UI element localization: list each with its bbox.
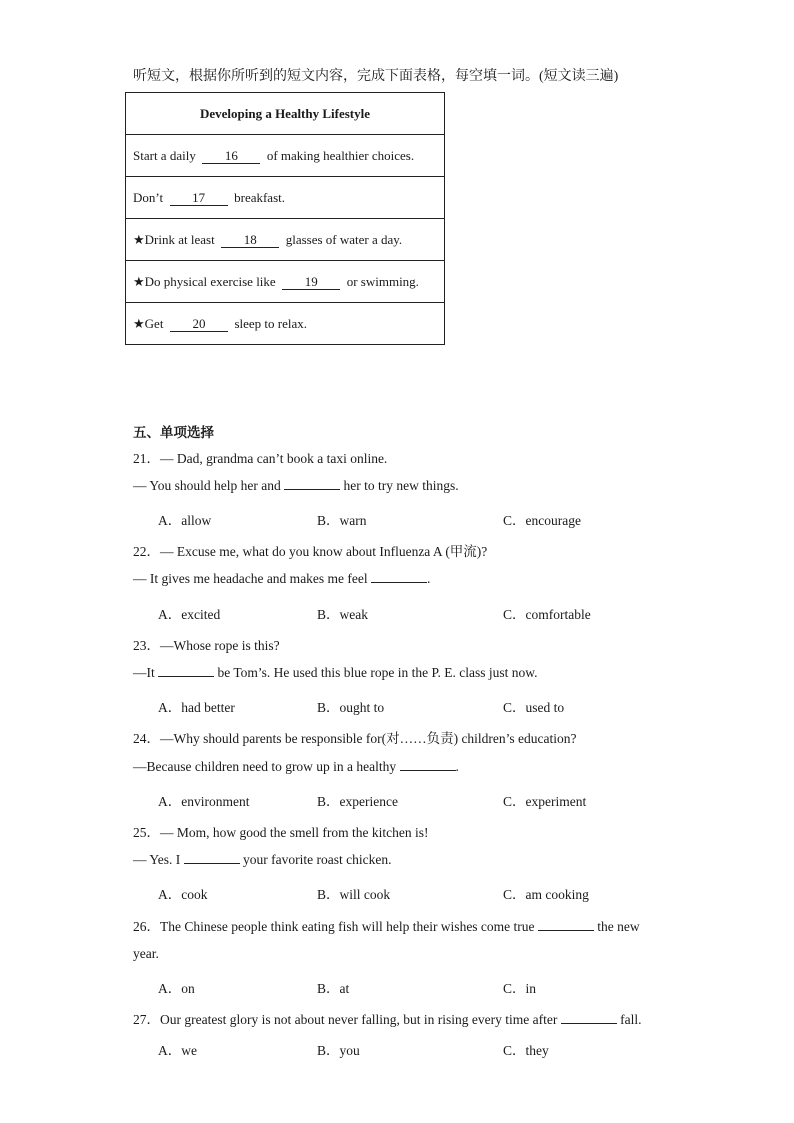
dialogue-text: your favorite roast chicken. (243, 852, 392, 867)
option-c[interactable]: C．in (503, 981, 537, 996)
dialogue-text: — Yes. I (133, 852, 181, 867)
stem-text: 26．The Chinese people think eating fish will help their wishes come true (133, 919, 535, 934)
question-stem: 22．— Excuse me, what do you know about Influenza A (甲流)? (133, 544, 488, 559)
fill-blank[interactable] (538, 920, 594, 931)
fill-blank[interactable] (284, 479, 340, 490)
question-stem (133, 1008, 642, 1028)
question-stem: 25．— Mom, how good the smell from the kitchen is! (133, 825, 429, 840)
question-dialogue (133, 759, 459, 775)
question-stem-continued: year. (133, 946, 159, 961)
table-row (126, 303, 445, 345)
question-stem: 23．—Whose rope is this? (133, 638, 280, 653)
dialogue-text: —It (133, 665, 155, 680)
option-c[interactable]: C．encourage (503, 513, 581, 528)
answer-blank[interactable]: 17 (170, 191, 228, 206)
table-row (126, 135, 445, 177)
table-title: Developing a Healthy Lifestyle (126, 93, 445, 135)
stem-text: fall. (620, 1012, 642, 1027)
stem-text: 27．Our greatest glory is not about never falling, but in rising every time after (133, 1012, 558, 1027)
answer-blank[interactable]: 20 (170, 317, 228, 332)
fill-blank[interactable] (184, 853, 240, 864)
dialogue-text: her to try new things. (343, 478, 459, 493)
dialogue-text: — You should help her and (133, 478, 281, 493)
option-c[interactable]: C．they (503, 1043, 549, 1058)
option-b[interactable]: B．will cook (317, 887, 391, 902)
row-suffix: or swimming. (346, 273, 419, 289)
dialogue-text: . (427, 571, 431, 586)
option-c[interactable]: C．used to (503, 700, 565, 715)
dialogue-text: —Because children need to grow up in a healthy (133, 759, 397, 774)
fill-blank[interactable] (158, 666, 214, 677)
question-stem (133, 915, 640, 935)
option-a[interactable]: A．we (158, 1043, 197, 1058)
section-title: 五、单项选择 (133, 425, 214, 440)
lifestyle-table (125, 92, 445, 345)
dialogue-text: . (455, 759, 459, 774)
question-dialogue (133, 665, 538, 681)
question-stem: 21．— Dad, grandma can’t book a taxi online. (133, 451, 388, 466)
row-prefix: Start a daily (133, 147, 196, 163)
option-a[interactable]: A．excited (158, 607, 221, 622)
option-a[interactable]: A．allow (158, 513, 212, 528)
dialogue-text: — It gives me headache and makes me feel (133, 571, 368, 586)
option-a[interactable]: A．had better (158, 700, 235, 715)
option-a[interactable]: A．environment (158, 794, 250, 809)
row-suffix: sleep to relax. (234, 315, 307, 331)
question-dialogue (133, 571, 430, 587)
answer-blank[interactable]: 19 (282, 275, 340, 290)
table-row (126, 219, 445, 261)
instructions: 听短文，根据你所听到的短文内容，完成下面表格，每空填一词。(短文读三遍) (133, 69, 619, 84)
row-prefix: ★Do physical exercise like (133, 273, 276, 289)
row-suffix: glasses of water a day. (285, 231, 403, 247)
answer-blank[interactable]: 18 (221, 233, 279, 248)
option-c[interactable]: C．am cooking (503, 887, 589, 902)
option-a[interactable]: A．on (158, 981, 195, 996)
row-suffix: breakfast. (234, 189, 285, 205)
row-prefix: ★Get (133, 315, 164, 331)
option-a[interactable]: A．cook (158, 887, 208, 902)
row-prefix: Don’t (133, 189, 164, 205)
answer-blank[interactable]: 16 (202, 149, 260, 164)
table-row (126, 261, 445, 303)
row-prefix: ★Drink at least (133, 231, 215, 247)
option-b[interactable]: B．you (317, 1043, 360, 1058)
option-b[interactable]: B．ought to (317, 700, 385, 715)
option-b[interactable]: B．at (317, 981, 350, 996)
option-b[interactable]: B．weak (317, 607, 368, 622)
question-dialogue (133, 852, 391, 868)
fill-blank[interactable] (371, 572, 427, 583)
dialogue-text: be Tom’s. He used this blue rope in the P. E. class just now. (217, 665, 538, 680)
row-suffix: of making healthier choices. (266, 147, 415, 163)
option-c[interactable]: C．comfortable (503, 607, 591, 622)
table-row (126, 177, 445, 219)
option-b[interactable]: B．warn (317, 513, 367, 528)
option-b[interactable]: B．experience (317, 794, 398, 809)
question-stem: 24．—Why should parents be responsible for(对……负责) children’s education? (133, 731, 577, 746)
option-c[interactable]: C．experiment (503, 794, 587, 809)
question-dialogue (133, 478, 459, 494)
fill-blank[interactable] (561, 1013, 617, 1024)
fill-blank[interactable] (400, 760, 456, 771)
stem-text: the new (597, 919, 640, 934)
